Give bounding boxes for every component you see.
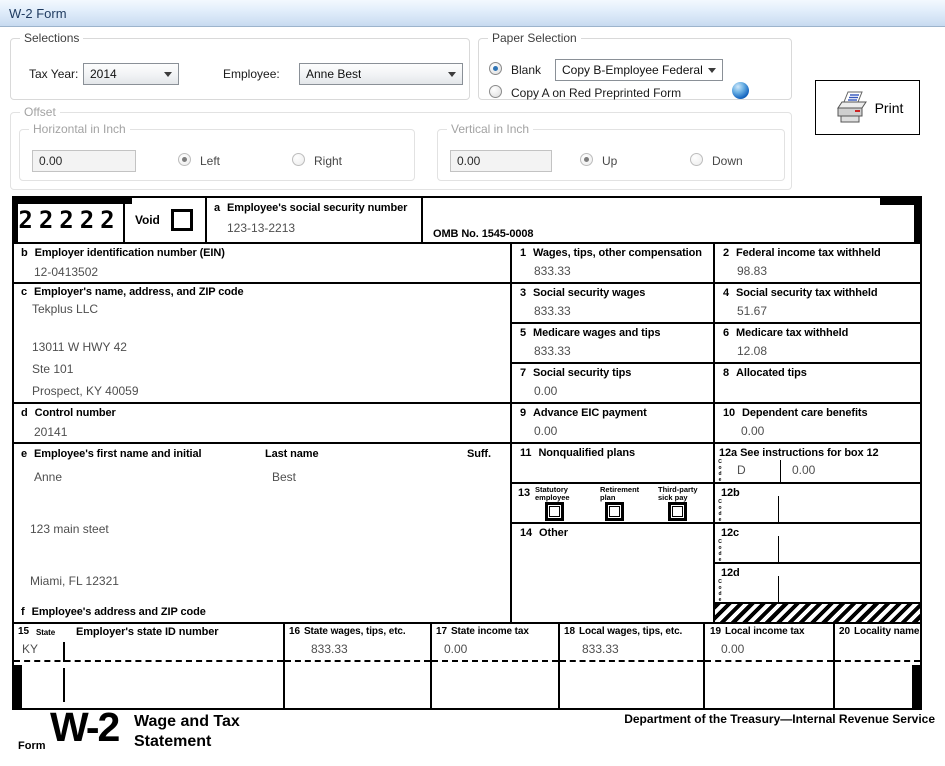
- box-c: c Employer's name, address, and ZIP code Tekplus LLC 13011 W HWY 42 Ste 101 Prospect, KY 40059: [14, 284, 512, 404]
- printer-icon: [832, 89, 872, 127]
- box-12c: 12c Code: [715, 524, 920, 564]
- vertical-offset-input[interactable]: [450, 150, 552, 172]
- blank-radio[interactable]: [489, 62, 502, 75]
- control-number-value: 20141: [34, 425, 68, 439]
- employer-city: Prospect, KY 40059: [32, 384, 139, 398]
- up-radio-label: Up: [602, 154, 618, 168]
- box-12d: 12d Code: [715, 564, 920, 604]
- box-e-f: e Employee's first name and initial Last name Suff. Anne Best 123 main steet Miami, FL 12321 f Employee's address and ZIP code: [14, 444, 512, 624]
- omb-label: OMB No. 1545-0008: [433, 228, 534, 240]
- employee-label: Employee:: [223, 67, 280, 81]
- box-5: 5 Medicare wages and tips 833.33: [512, 324, 715, 364]
- paper-selection-group: [478, 31, 792, 100]
- void-checkbox: [171, 209, 193, 231]
- vertical-offset-group: [437, 122, 785, 181]
- blank-radio-label: Blank: [511, 63, 542, 77]
- box-20: 20 Locality name: [835, 624, 920, 708]
- void-box: [125, 198, 207, 244]
- box-17: 17 State income tax 0.00: [432, 624, 560, 708]
- footer-form-label: Form: [18, 740, 46, 752]
- box-11: 11 Nonqualified plans: [512, 444, 715, 484]
- state-value: KY: [22, 642, 39, 656]
- omb-box: [423, 198, 920, 244]
- box-19: 19 Local income tax 0.00: [705, 624, 835, 708]
- box-d: d Control number 20141: [14, 404, 512, 444]
- box-16: 16 State wages, tips, etc. 833.33: [285, 624, 432, 708]
- box-a: a Employee's social security number 123-13-2213: [207, 198, 423, 244]
- box-4: 4 Social security tax withheld 51.67: [715, 284, 920, 324]
- red-preprinted-radio-label: Copy A on Red Preprinted Form: [511, 86, 682, 100]
- chevron-down-icon: [164, 72, 172, 77]
- right-radio-label: Right: [314, 154, 343, 168]
- employer-address-1: 13011 W HWY 42: [32, 340, 127, 354]
- employee-first-name: Anne: [34, 470, 63, 484]
- third-party-sick-pay-checkbox: [668, 502, 687, 521]
- right-radio[interactable]: [292, 153, 305, 166]
- copy-type-dropdown[interactable]: [555, 59, 723, 81]
- box-12a-code: D: [737, 463, 746, 477]
- ein-value: 12-0413502: [34, 265, 99, 279]
- form-code-box: [14, 198, 125, 244]
- tax-year-value: 2014: [90, 67, 117, 81]
- box-1: 1 Wages, tips, other compensation 833.33: [512, 244, 715, 284]
- chevron-down-icon: [448, 72, 456, 77]
- print-button-label: Print: [874, 99, 904, 116]
- selections-group: [10, 31, 470, 100]
- chevron-down-icon: [708, 68, 716, 73]
- left-radio-label: Left: [200, 154, 221, 168]
- employee-last-name: Best: [272, 470, 297, 484]
- horizontal-offset-group: [19, 122, 415, 181]
- box-3: 3 Social security wages 833.33: [512, 284, 715, 324]
- box-15: 15 State Employer's state ID number KY: [14, 624, 285, 708]
- box-b: b Employer identification number (EIN) 12-0413502: [14, 244, 512, 284]
- print-button[interactable]: [815, 80, 920, 135]
- tax-year-label: Tax Year:: [29, 67, 79, 81]
- horizontal-offset-group-label: Horizontal in Inch: [29, 122, 130, 136]
- employee-dropdown[interactable]: [299, 63, 463, 85]
- red-preprinted-radio[interactable]: [489, 85, 502, 98]
- box-18: 18 Local wages, tips, etc. 833.33: [560, 624, 705, 708]
- box-13: 13 Statutory employee Retirement plan Third-party sick pay: [512, 484, 715, 524]
- left-radio[interactable]: [178, 153, 191, 166]
- employee-value: Anne Best: [306, 67, 362, 81]
- box-6: 6 Medicare tax withheld 12.08: [715, 324, 920, 364]
- down-radio[interactable]: [690, 153, 703, 166]
- down-radio-label: Down: [712, 154, 743, 168]
- ssn-value: 123-13-2213: [227, 221, 296, 235]
- void-label: Void: [135, 213, 160, 227]
- retirement-plan-checkbox: [605, 502, 624, 521]
- offset-group: [10, 105, 792, 190]
- offset-group-label: Offset: [20, 105, 60, 119]
- form-code: 22222: [18, 206, 121, 234]
- footer-treasury-text: Department of the Treasury—Internal Revenue Service: [624, 712, 935, 726]
- up-radio[interactable]: [580, 153, 593, 166]
- vertical-offset-group-label: Vertical in Inch: [447, 122, 533, 136]
- hatched-area: [715, 604, 920, 624]
- employee-city: Miami, FL 12321: [30, 574, 119, 588]
- horizontal-offset-input[interactable]: [32, 150, 136, 172]
- box-2: 2 Federal income tax withheld 98.83: [715, 244, 920, 284]
- window-titlebar: [0, 0, 945, 27]
- box-12a: 12a See instructions for box 12 Code D 0.00: [715, 444, 920, 484]
- employer-name: Tekplus LLC: [32, 302, 99, 316]
- box-9: 9 Advance EIC payment 0.00: [512, 404, 715, 444]
- selections-group-label: Selections: [20, 31, 83, 45]
- copy-type-value: Copy B-Employee Federal: [562, 63, 703, 77]
- box-10: 10 Dependent care benefits 0.00: [715, 404, 920, 444]
- employee-street: 123 main steet: [30, 522, 109, 536]
- paper-selection-group-label: Paper Selection: [488, 31, 581, 45]
- box-12b: 12b Code: [715, 484, 920, 524]
- window-title: W-2 Form: [9, 5, 67, 21]
- w2-form-preview: [12, 196, 922, 710]
- help-globe-icon[interactable]: [732, 82, 749, 99]
- footer-statement-title: Wage and Tax Statement: [134, 713, 240, 750]
- tax-year-dropdown[interactable]: [83, 63, 179, 85]
- box-8: 8 Allocated tips: [715, 364, 920, 404]
- box-14: 14 Other: [512, 524, 715, 624]
- box-7: 7 Social security tips 0.00: [512, 364, 715, 404]
- footer-form-number: W-2: [50, 704, 119, 750]
- statutory-employee-checkbox: [545, 502, 564, 521]
- employer-address-2: Ste 101: [32, 362, 74, 376]
